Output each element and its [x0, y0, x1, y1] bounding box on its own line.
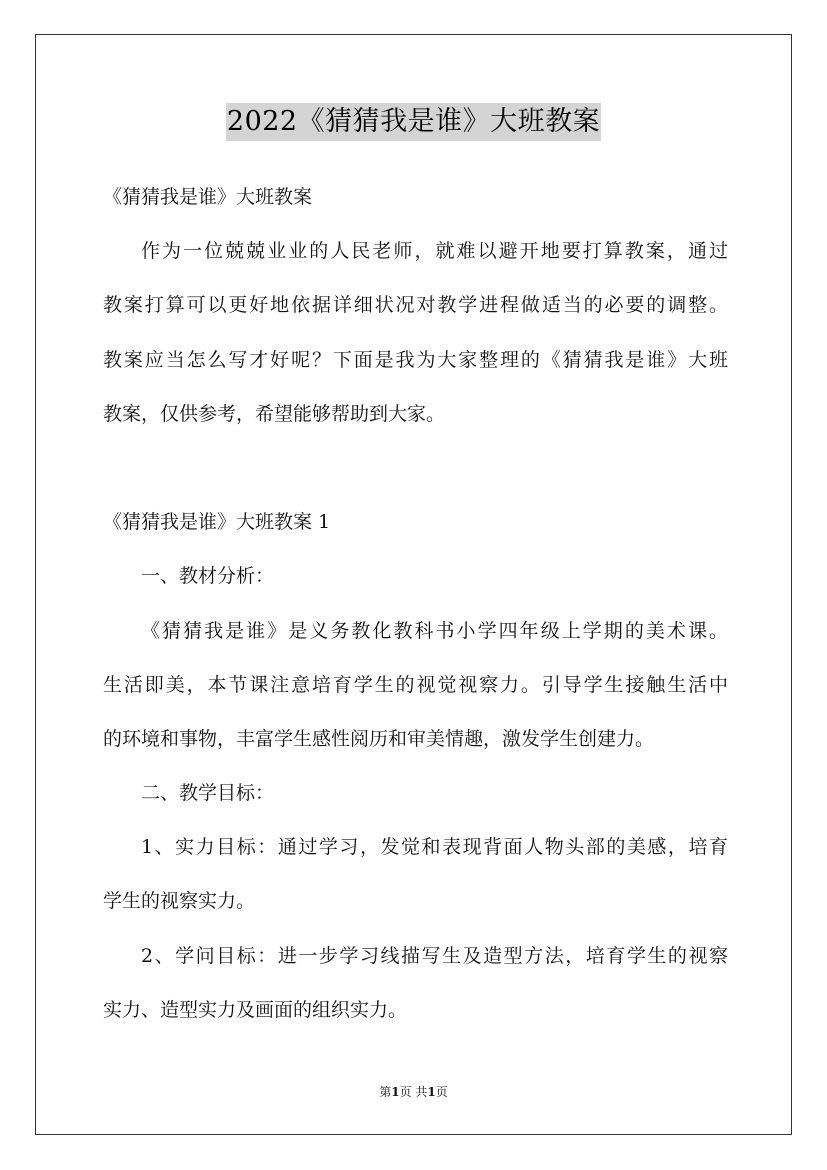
footer-suffix: 页	[435, 1085, 448, 1099]
title-container	[0, 103, 827, 141]
footer-prefix: 第	[379, 1085, 392, 1099]
paragraph-line: 2、学问目标：进一步学习线描写生及造型方法，培育学生的视察	[141, 944, 728, 967]
paragraph-line: 教案打算可以更好地依据详细状况对教学进程做适当的必要的调整。	[103, 294, 728, 317]
paragraph-line: 《猜猜我是谁》是义务教化教科书小学四年级上学期的美术课。	[141, 619, 728, 642]
paragraph-line: 教案，仅供参考，希望能够帮助到大家。	[103, 402, 446, 425]
footer-mid: 页 共	[399, 1085, 428, 1099]
paragraph-line: 的环境和事物，丰富学生感性阅历和审美情趣，激发学生创建力。	[103, 727, 655, 750]
footer-page-number: 1	[391, 1085, 400, 1099]
paragraph-line: 学生的视察实力。	[103, 890, 256, 913]
document-title: 2022《猜猜我是谁》大班教案	[226, 103, 601, 141]
paragraph-line: 生活即美，本节课注意培育学生的视觉视察力。引导学生接触生活中	[103, 673, 728, 696]
footer-total-pages: 1	[427, 1085, 436, 1099]
blank-line	[103, 441, 728, 495]
subtitle-line: 《猜猜我是谁》大班教案	[103, 186, 313, 208]
subheading-line: 二、教学目标：	[141, 782, 275, 805]
paragraph-line: 实力、造型实力及画面的组织实力。	[103, 998, 408, 1021]
paragraph-line: 教案应当怎么写才好呢？下面是我为大家整理的《猜猜我是谁》大班	[103, 348, 728, 371]
section-heading: 《猜猜我是谁》大班教案 1	[103, 511, 331, 534]
document-body	[103, 170, 728, 1037]
subheading-line: 一、教材分析：	[141, 565, 275, 588]
paragraph-line: 1、实力目标：通过学习，发觉和表现背面人物头部的美感，培育	[141, 836, 728, 859]
page-footer	[0, 1083, 827, 1101]
paragraph-line: 作为一位兢兢业业的人民老师，就难以避开地要打算教案，通过	[141, 240, 728, 263]
